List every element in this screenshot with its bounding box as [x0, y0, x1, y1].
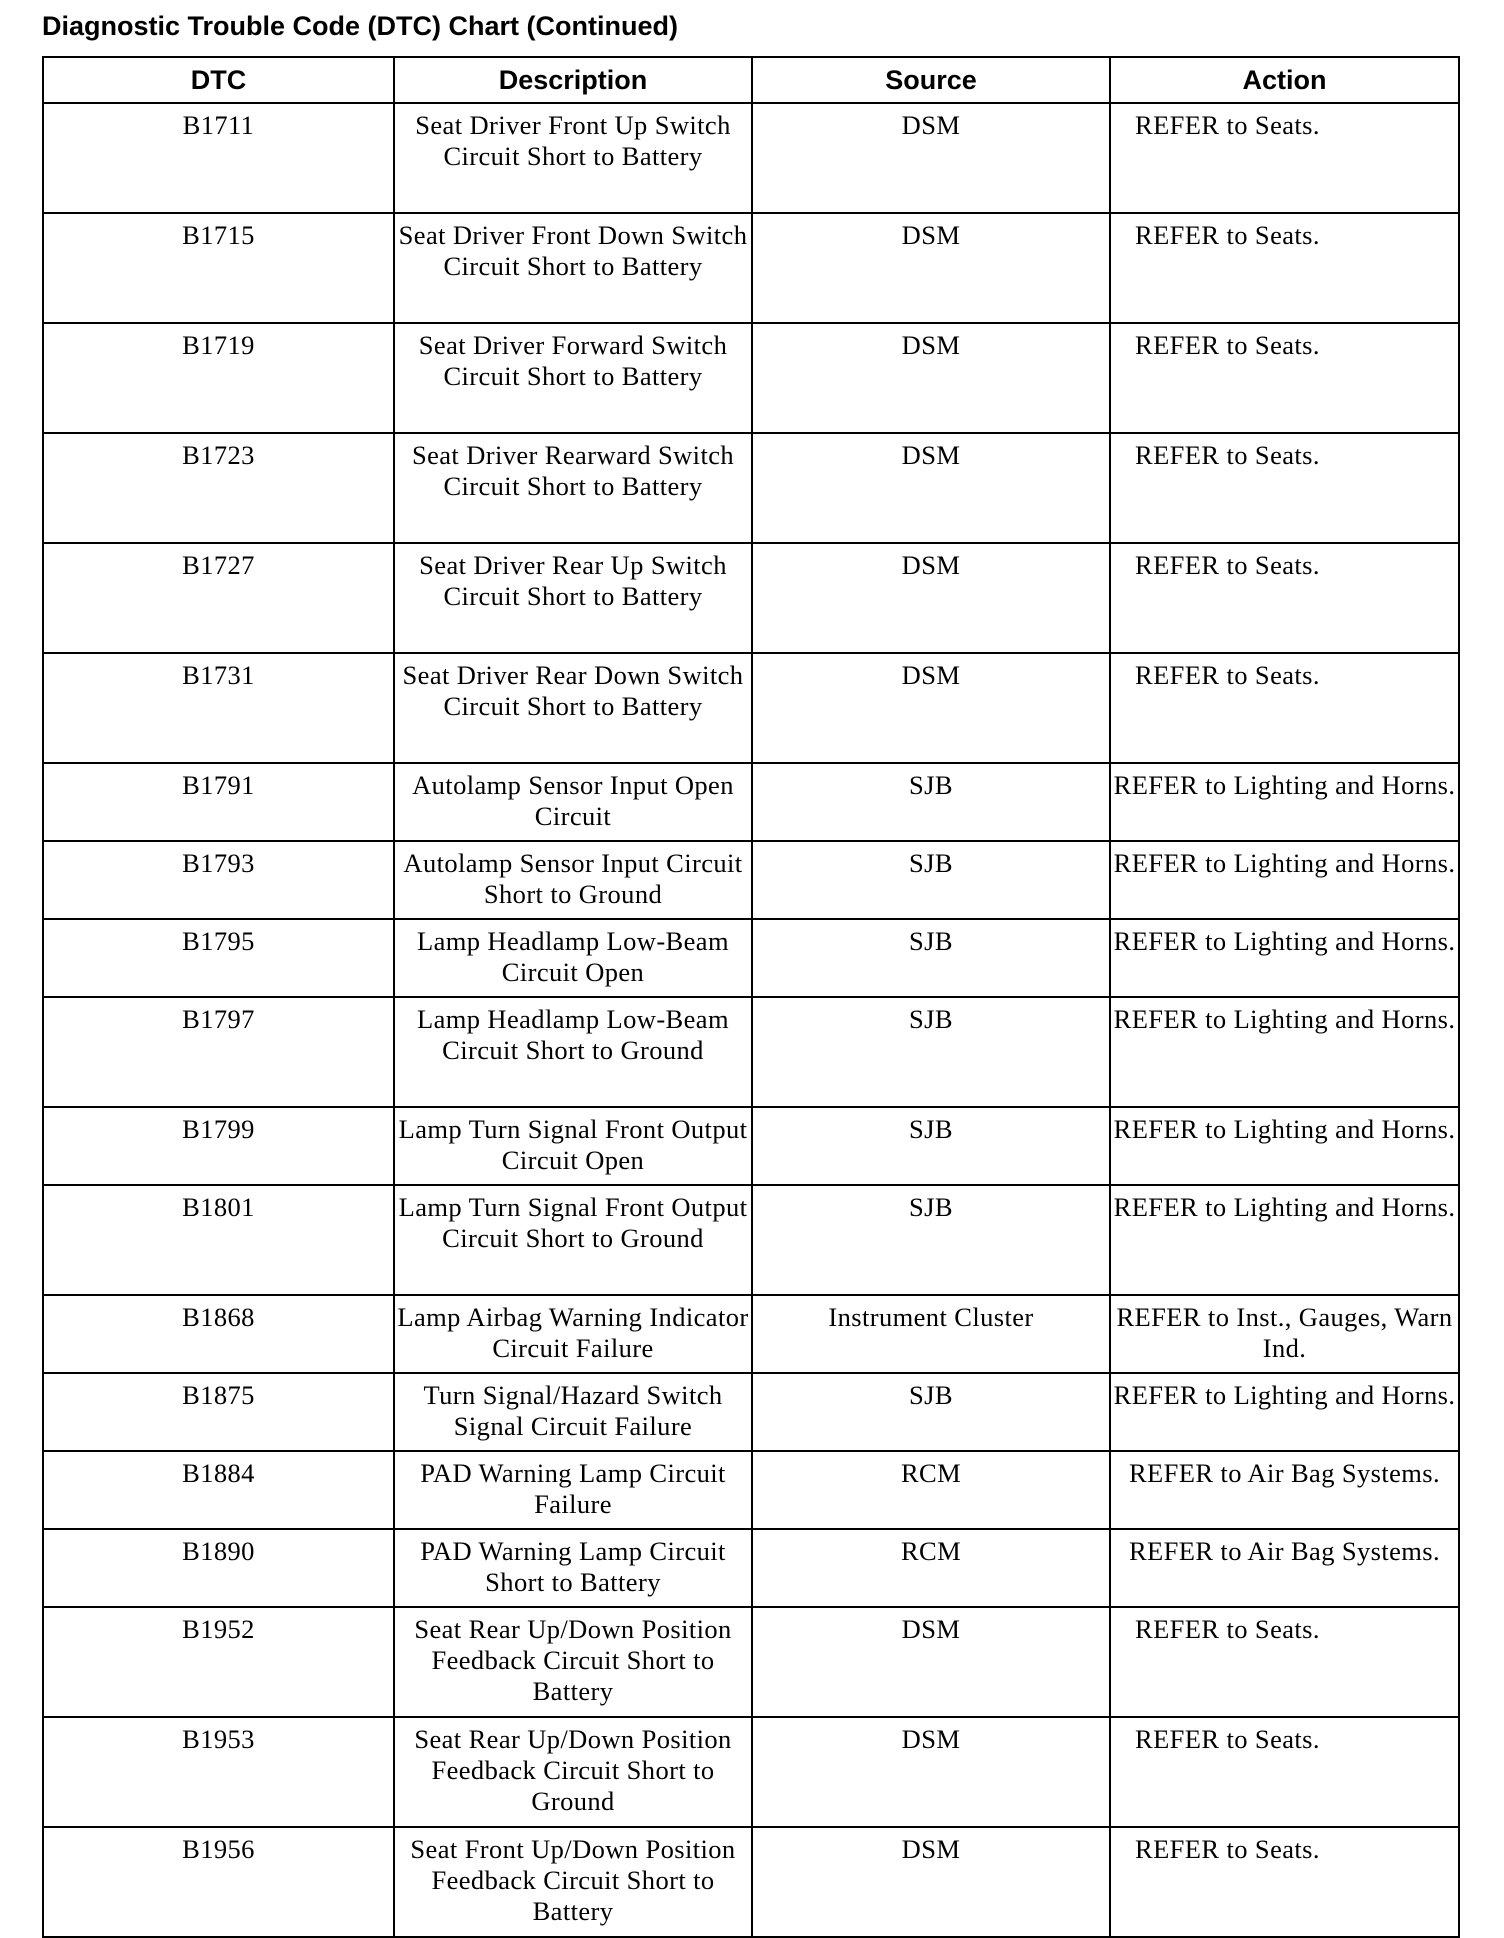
- dtc-cell: B1956: [43, 1827, 394, 1937]
- table-row: [43, 433, 1459, 543]
- source-cell: DSM: [752, 323, 1110, 433]
- table-row: [43, 1827, 1459, 1937]
- action-cell: REFER to Lighting and Horns.: [1110, 763, 1459, 841]
- action-cell: REFER to Seats.: [1110, 433, 1459, 543]
- table-row: [43, 103, 1459, 213]
- dtc-cell: B1801: [43, 1185, 394, 1295]
- table-row: [43, 997, 1459, 1107]
- description-cell: Lamp Headlamp Low-Beam Circuit Open: [394, 919, 752, 997]
- action-cell: REFER to Lighting and Horns.: [1110, 1185, 1459, 1295]
- source-cell: DSM: [752, 543, 1110, 653]
- source-cell: SJB: [752, 1373, 1110, 1451]
- action-cell: REFER to Lighting and Horns.: [1110, 1373, 1459, 1451]
- description-cell: Lamp Airbag Warning Indicator Circuit Failure: [394, 1295, 752, 1373]
- description-cell: Turn Signal/Hazard Switch Signal Circuit Failure: [394, 1373, 752, 1451]
- table-row: [43, 919, 1459, 997]
- column-header-action: Action: [1110, 57, 1459, 103]
- table-row: [43, 1295, 1459, 1373]
- source-cell: RCM: [752, 1529, 1110, 1607]
- source-cell: RCM: [752, 1451, 1110, 1529]
- description-cell: Seat Rear Up/Down Position Feedback Circuit Short to Ground: [394, 1717, 752, 1827]
- dtc-cell: B1715: [43, 213, 394, 323]
- description-cell: Seat Driver Front Down Switch Circuit Short to Battery: [394, 213, 752, 323]
- action-cell: REFER to Inst., Gauges, Warn Ind.: [1110, 1295, 1459, 1373]
- action-cell: REFER to Air Bag Systems.: [1110, 1529, 1459, 1607]
- dtc-cell: B1791: [43, 763, 394, 841]
- dtc-cell: B1719: [43, 323, 394, 433]
- description-cell: Lamp Turn Signal Front Output Circuit Short to Ground: [394, 1185, 752, 1295]
- dtc-cell: B1711: [43, 103, 394, 213]
- table-row: [43, 1451, 1459, 1529]
- description-cell: Seat Driver Rearward Switch Circuit Short to Battery: [394, 433, 752, 543]
- description-cell: Seat Driver Rear Down Switch Circuit Short to Battery: [394, 653, 752, 763]
- dtc-table: [42, 56, 1460, 1938]
- description-cell: Seat Front Up/Down Position Feedback Circuit Short to Battery: [394, 1827, 752, 1937]
- source-cell: SJB: [752, 763, 1110, 841]
- column-header-dtc: DTC: [43, 57, 394, 103]
- dtc-cell: B1797: [43, 997, 394, 1107]
- page-title: Diagnostic Trouble Code (DTC) Chart (Continued): [42, 11, 678, 41]
- table-row: [43, 1107, 1459, 1185]
- source-cell: DSM: [752, 213, 1110, 323]
- action-cell: REFER to Seats.: [1110, 543, 1459, 653]
- column-header-description: Description: [394, 57, 752, 103]
- dtc-cell: B1884: [43, 1451, 394, 1529]
- table-row: [43, 213, 1459, 323]
- description-cell: Seat Driver Forward Switch Circuit Short to Battery: [394, 323, 752, 433]
- description-cell: Autolamp Sensor Input Circuit Short to Ground: [394, 841, 752, 919]
- table-row: [43, 323, 1459, 433]
- dtc-cell: B1795: [43, 919, 394, 997]
- dtc-cell: B1727: [43, 543, 394, 653]
- description-cell: PAD Warning Lamp Circuit Failure: [394, 1451, 752, 1529]
- table-row: [43, 1717, 1459, 1827]
- source-cell: SJB: [752, 919, 1110, 997]
- action-cell: REFER to Air Bag Systems.: [1110, 1451, 1459, 1529]
- description-cell: Lamp Headlamp Low-Beam Circuit Short to Ground: [394, 997, 752, 1107]
- source-cell: SJB: [752, 997, 1110, 1107]
- source-cell: DSM: [752, 653, 1110, 763]
- dtc-cell: B1793: [43, 841, 394, 919]
- action-cell: REFER to Seats.: [1110, 653, 1459, 763]
- source-cell: SJB: [752, 841, 1110, 919]
- description-cell: Autolamp Sensor Input Open Circuit: [394, 763, 752, 841]
- dtc-cell: B1875: [43, 1373, 394, 1451]
- source-cell: Instrument Cluster: [752, 1295, 1110, 1373]
- source-cell: DSM: [752, 1607, 1110, 1717]
- source-cell: DSM: [752, 1717, 1110, 1827]
- source-cell: DSM: [752, 433, 1110, 543]
- table-row: [43, 653, 1459, 763]
- table-header-row: [43, 57, 1459, 103]
- action-cell: REFER to Seats.: [1110, 1607, 1459, 1717]
- description-cell: Lamp Turn Signal Front Output Circuit Open: [394, 1107, 752, 1185]
- source-cell: DSM: [752, 1827, 1110, 1937]
- table-row: [43, 1185, 1459, 1295]
- source-cell: SJB: [752, 1185, 1110, 1295]
- dtc-cell: B1723: [43, 433, 394, 543]
- dtc-cell: B1890: [43, 1529, 394, 1607]
- description-cell: PAD Warning Lamp Circuit Short to Battery: [394, 1529, 752, 1607]
- action-cell: REFER to Seats.: [1110, 103, 1459, 213]
- source-cell: SJB: [752, 1107, 1110, 1185]
- description-cell: Seat Driver Front Up Switch Circuit Short to Battery: [394, 103, 752, 213]
- description-cell: Seat Driver Rear Up Switch Circuit Short to Battery: [394, 543, 752, 653]
- action-cell: REFER to Seats.: [1110, 213, 1459, 323]
- table-row: [43, 841, 1459, 919]
- dtc-cell: B1731: [43, 653, 394, 763]
- action-cell: REFER to Seats.: [1110, 1717, 1459, 1827]
- table-row: [43, 1373, 1459, 1451]
- action-cell: REFER to Seats.: [1110, 323, 1459, 433]
- action-cell: REFER to Lighting and Horns.: [1110, 997, 1459, 1107]
- dtc-cell: B1952: [43, 1607, 394, 1717]
- action-cell: REFER to Seats.: [1110, 1827, 1459, 1937]
- table-row: [43, 763, 1459, 841]
- table-row: [43, 1529, 1459, 1607]
- dtc-cell: B1799: [43, 1107, 394, 1185]
- table-row: [43, 543, 1459, 653]
- action-cell: REFER to Lighting and Horns.: [1110, 841, 1459, 919]
- column-header-source: Source: [752, 57, 1110, 103]
- dtc-cell: B1868: [43, 1295, 394, 1373]
- source-cell: DSM: [752, 103, 1110, 213]
- action-cell: REFER to Lighting and Horns.: [1110, 919, 1459, 997]
- action-cell: REFER to Lighting and Horns.: [1110, 1107, 1459, 1185]
- table-row: [43, 1607, 1459, 1717]
- dtc-cell: B1953: [43, 1717, 394, 1827]
- description-cell: Seat Rear Up/Down Position Feedback Circuit Short to Battery: [394, 1607, 752, 1717]
